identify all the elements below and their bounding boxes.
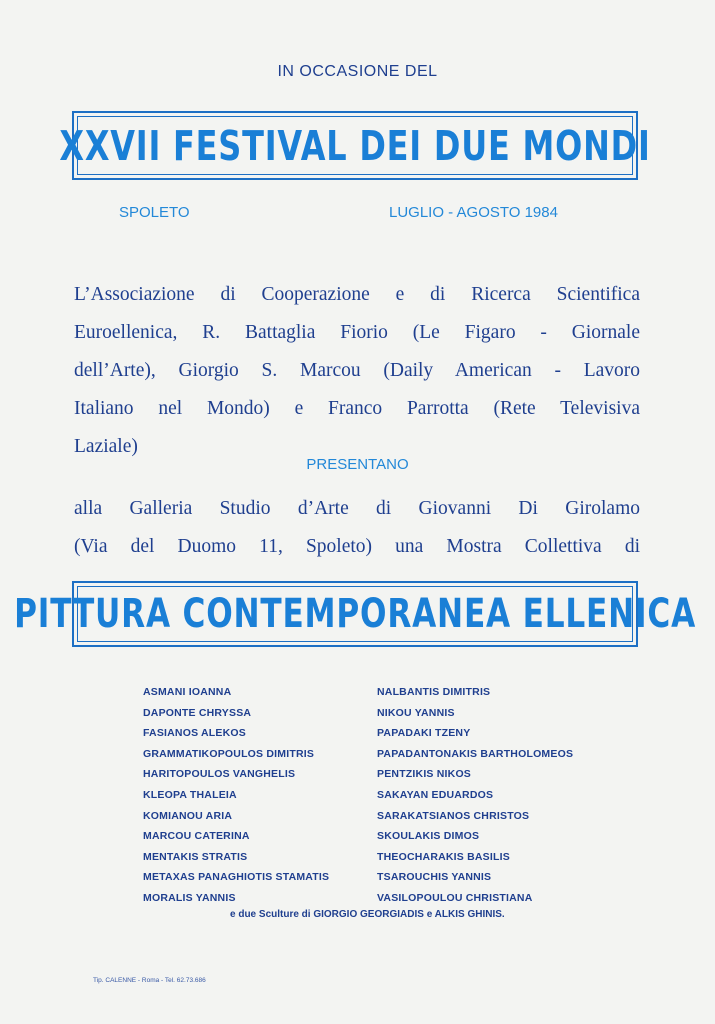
gallery-paragraph (74, 490, 640, 566)
intro-line: Italiano nel Mondo) e Franco Parrotta (Rete Televisiva (74, 398, 640, 419)
artist-name: METAXAS PANAGHIOTIS STAMATIS (143, 871, 330, 884)
artist-name: HARITOPOULOS VANGHELIS (143, 768, 296, 781)
exhibition-title: PITTURA CONTEMPORANEA ELLENICA (14, 591, 696, 637)
exhibition-title-box (14, 581, 696, 647)
artist-name: KOMIANOU ARIA (143, 809, 233, 822)
artist-name: TSAROUCHIS YANNIS (377, 871, 492, 884)
intro-line: Laziale) (74, 436, 138, 457)
artist-name: PAPADANTONAKIS BARTHOLOMEOS (377, 747, 574, 760)
artist-name: NIKOU YANNIS (377, 706, 455, 719)
artist-name: MARCOU CATERINA (143, 830, 250, 843)
artist-name: SAKAYAN EDUARDOS (377, 788, 494, 801)
sculptures-note: e due Sculture di GIORGIO GEORGIADIS e ALKIS GHINIS. (230, 909, 505, 920)
printer-credit: Tip. CALENNE - Roma - Tel. 62.73.686 (93, 977, 206, 984)
artist-list-right (377, 682, 573, 909)
gallery-line: alla Galleria Studio d’Arte di Giovanni Di Girolamo (74, 498, 640, 519)
dates-label: LUGLIO - AGOSTO 1984 (389, 204, 558, 221)
artist-name: PAPADAKI TZENY (377, 727, 471, 740)
intro-line: Euroellenica, R. Battaglia Fiorio (Le Figaro - Giornale (74, 322, 640, 343)
city-label: SPOLETO (119, 204, 190, 221)
artist-name: SKOULAKIS DIMOS (377, 830, 480, 843)
festival-title-box (59, 111, 651, 180)
artist-name: GRAMMATIKOPOULOS DIMITRIS (143, 747, 315, 760)
festival-title: XXVII FESTIVAL DEI DUE MONDI (59, 121, 651, 170)
artist-name: ASMANI IOANNA (143, 686, 232, 698)
intro-paragraph (74, 276, 640, 466)
artist-name: NALBANTIS DIMITRIS (377, 686, 491, 698)
artist-name: SARAKATSIANOS CHRISTOS (377, 809, 530, 822)
artist-name: VASILOPOULOU CHRISTIANA (377, 891, 533, 904)
artist-name: PENTZIKIS NIKOS (377, 768, 472, 781)
artist-name: FASIANOS ALEKOS (143, 727, 246, 740)
intro-line: L’Associazione di Cooperazione e di Ricerca Scientifica (74, 284, 640, 305)
intro-line: dell’Arte), Giorgio S. Marcou (Daily American - Lavoro (74, 360, 640, 381)
artist-name: DAPONTE CHRYSSA (143, 706, 252, 719)
artist-list-left (143, 682, 329, 909)
artist-name: KLEOPA THALEIA (143, 788, 237, 801)
artist-name: MORALIS YANNIS (143, 891, 236, 904)
artist-name: THEOCHARAKIS BASILIS (377, 850, 510, 863)
occasion-heading: IN OCCASIONE DEL (277, 63, 438, 80)
gallery-line: (Via del Duomo 11, Spoleto) una Mostra Collettiva di (74, 536, 640, 557)
artist-name: MENTAKIS STRATIS (143, 850, 248, 863)
presentano-label: PRESENTANO (306, 456, 409, 473)
